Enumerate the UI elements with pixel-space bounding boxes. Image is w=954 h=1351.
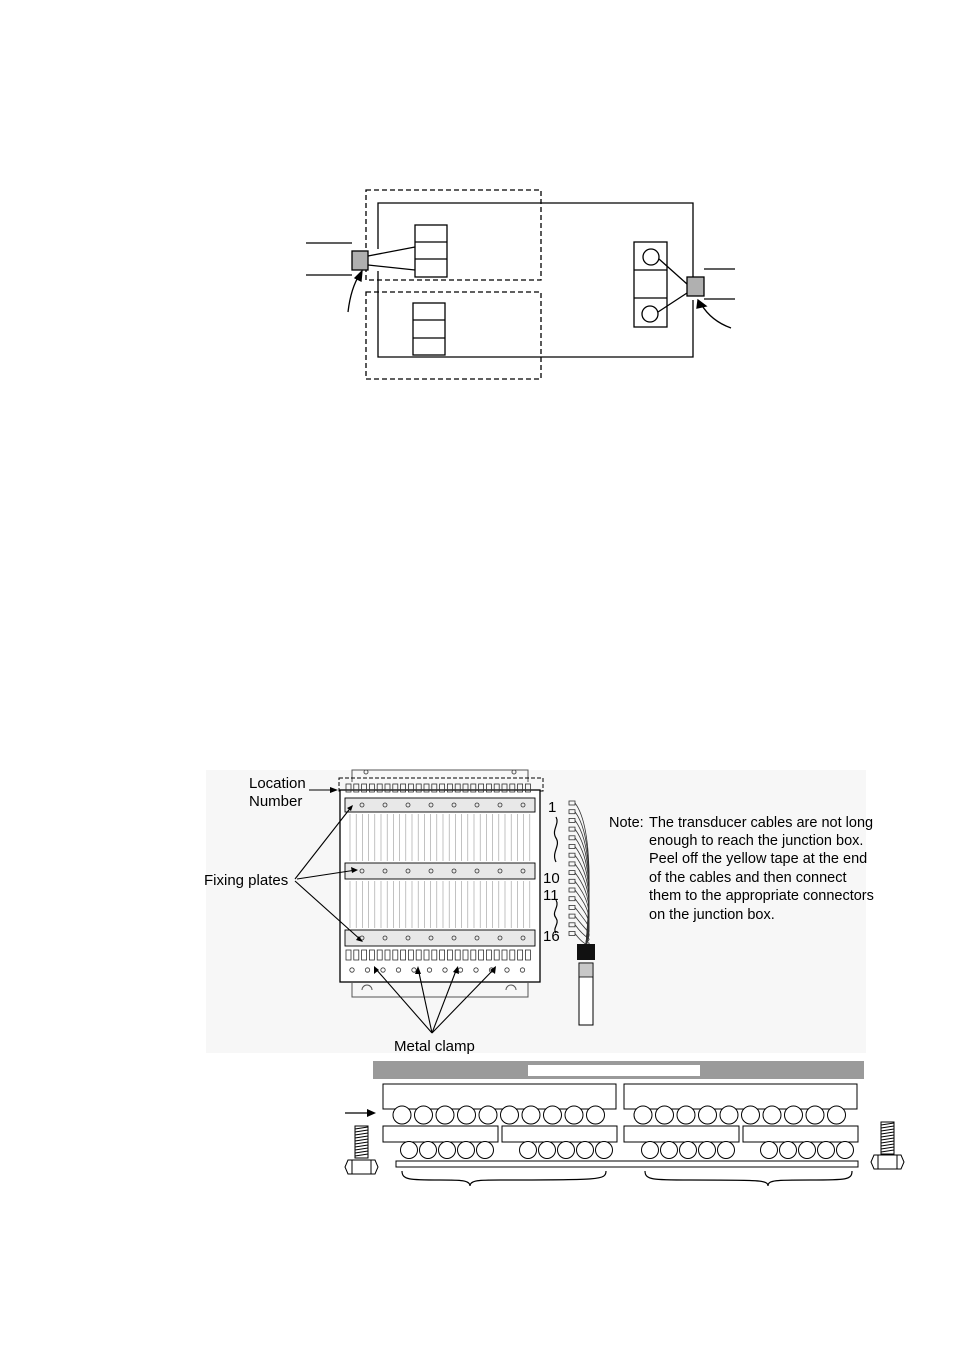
cable-section [799, 1142, 816, 1159]
cable-section [596, 1142, 613, 1159]
note-line-5: them to the appropriate connectors [649, 888, 874, 904]
note-line-6: on the junction box. [649, 907, 775, 923]
cable-number-10: 10 [543, 870, 560, 887]
cable-number-11: 11 [543, 887, 559, 904]
note-prefix: Note: [609, 815, 644, 831]
cable-section [415, 1106, 433, 1124]
cable-section [720, 1106, 738, 1124]
upper-plate-left [383, 1084, 616, 1109]
cable-section [458, 1106, 476, 1124]
brace-right-group [645, 1171, 852, 1186]
lower-terminal-block [413, 303, 445, 355]
note-line-1: The transducer cables are not long [649, 815, 874, 831]
clamp-detail [345, 1061, 904, 1186]
loop-wire-bottom [378, 271, 693, 357]
cable-section [680, 1142, 697, 1159]
cable-section [699, 1106, 717, 1124]
yellow-tape [579, 963, 593, 977]
cable-section [479, 1106, 497, 1124]
cable-section [420, 1142, 437, 1159]
upper-terminal-block [415, 225, 447, 277]
cable-section [785, 1106, 803, 1124]
fixing-plate-top [345, 798, 535, 812]
cable-section [520, 1142, 537, 1159]
note-line-2: enough to reach the junction box. [649, 833, 864, 849]
cable-section [718, 1142, 735, 1159]
cable-section [439, 1142, 456, 1159]
cable-section [837, 1142, 854, 1159]
note-line-4: of the cables and then connect [649, 870, 847, 886]
cable-section [544, 1106, 562, 1124]
bolt-right [871, 1122, 904, 1169]
cable-section [763, 1106, 781, 1124]
fixing-plates-label: Fixing plates [204, 872, 289, 889]
cable-section [565, 1106, 583, 1124]
metal-clamp-label: Metal clamp [394, 1038, 475, 1055]
lower-dashed-box [366, 292, 541, 379]
cable-section [761, 1142, 778, 1159]
cable-section [501, 1106, 519, 1124]
cable-section [458, 1142, 475, 1159]
upper-plate-right [624, 1084, 857, 1109]
brace-left-group [402, 1171, 606, 1186]
cable-section [780, 1142, 797, 1159]
cable-section [634, 1106, 652, 1124]
fixing-plate-bottom [345, 930, 535, 946]
right-cable-gland [687, 277, 704, 296]
cable-section [401, 1142, 418, 1159]
cable-section [677, 1106, 695, 1124]
cable-section [587, 1106, 605, 1124]
cable-section [806, 1106, 824, 1124]
cable-section [577, 1142, 594, 1159]
cable-section [661, 1142, 678, 1159]
cable-section [828, 1106, 846, 1124]
right-terminal-block [634, 242, 667, 327]
right-cable-arrow [701, 304, 731, 328]
location-label-line1: Location [249, 775, 306, 792]
clamp-base-bar [396, 1161, 858, 1167]
cable-section [436, 1106, 454, 1124]
location-label-line2: Number [249, 793, 303, 810]
cable-section [742, 1106, 760, 1124]
cable-section [539, 1142, 556, 1159]
cable-number-16: 16 [543, 928, 560, 945]
fixing-plate-middle [345, 863, 535, 879]
bolt-left [345, 1126, 378, 1174]
cable-section [558, 1142, 575, 1159]
cable-section [642, 1142, 659, 1159]
cable-section [522, 1106, 540, 1124]
cable-section [393, 1106, 411, 1124]
cable-section [699, 1142, 716, 1159]
junction-box-figure [204, 770, 874, 1055]
wiring-diagram [306, 190, 735, 379]
cable-section [656, 1106, 674, 1124]
cable-section [477, 1142, 494, 1159]
left-cable-gland [352, 251, 368, 270]
cable-section [818, 1142, 835, 1159]
note-line-3: Peel off the yellow tape at the end [649, 851, 868, 867]
cable-number-1: 1 [548, 799, 557, 816]
